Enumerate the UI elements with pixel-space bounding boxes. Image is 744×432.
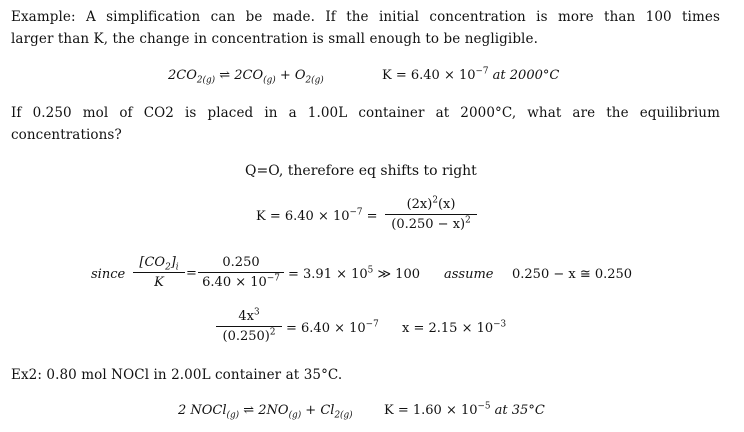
reactant-nocl: 2 NOCl [178, 403, 227, 418]
intro-line-2: larger than K, the change in concentration is small enough to be negligible. [11, 31, 538, 47]
ratio-result: = $3.91 \times 10^5$ ≫ 100 [288, 265, 420, 282]
since-equals: = [186, 266, 197, 281]
assume-label: assume [444, 267, 494, 282]
k-expression-fraction: $(2x)^2(x)$ $(0.250 - x)^2$ [385, 197, 477, 232]
intro-line-1: Example: A simplification can be made. If the initial concentration is more than 100 times [11, 9, 720, 25]
reactant-co2: 2CO [168, 68, 197, 83]
equilibrium-arrow: ⇌ [219, 68, 231, 83]
since-label: since [91, 267, 126, 282]
example-2-statement: Ex2: 0.80 mol NOCl in 2.00L container at 35°C. [11, 367, 343, 383]
approximation: 0.250 − x ≅ 0.250 [512, 267, 633, 282]
solve-fraction: $4x^3$ $(0.250)^2$ [216, 309, 282, 344]
product-co: 2CO [234, 68, 264, 83]
x-solution: $x = 2.15 \times 10^{-3}$ [402, 319, 507, 336]
k-expression-lhs: $K = 6.40 \times 10^{-7}$ = [256, 207, 378, 224]
question-line-1: If 0.250 mol of CO2 is placed in a 1.00L container at 2000°C, what are the equilibrium [11, 105, 720, 121]
solve-equals: = $6.40 \times 10^{-7}$ [286, 319, 379, 336]
reaction-2-k-value: $K = 1.60 \times 10^{-5}$ at 35°C [384, 401, 545, 418]
question-line-2: concentrations? [11, 127, 122, 143]
ratio-values: 0.250 $6.40 \times 10^{-7}$ [198, 255, 284, 290]
ratio-initial-over-k: $[CO_2]_i$ K [133, 255, 185, 290]
reaction-2-equation: 2 NOCl$_{(g)}$ ⇌ $2NO_{(g)} + Cl_{2(g)}$ [178, 403, 353, 421]
equilibrium-arrow-2: ⇌ [243, 403, 255, 418]
reaction-1-equation: $2CO_{2(g)}$ ⇌ $2CO_{(g)} + O_{2(g)}$ [168, 68, 324, 86]
product-no: 2NO [258, 403, 289, 418]
product-cl2: Cl [320, 403, 335, 418]
q-statement: Q=O, therefore eq shifts to right [245, 163, 477, 179]
product-o2: O [294, 68, 306, 83]
reaction-1-k-value: $K = 6.40 \times 10^{-7}$ at 2000°C [382, 66, 560, 83]
